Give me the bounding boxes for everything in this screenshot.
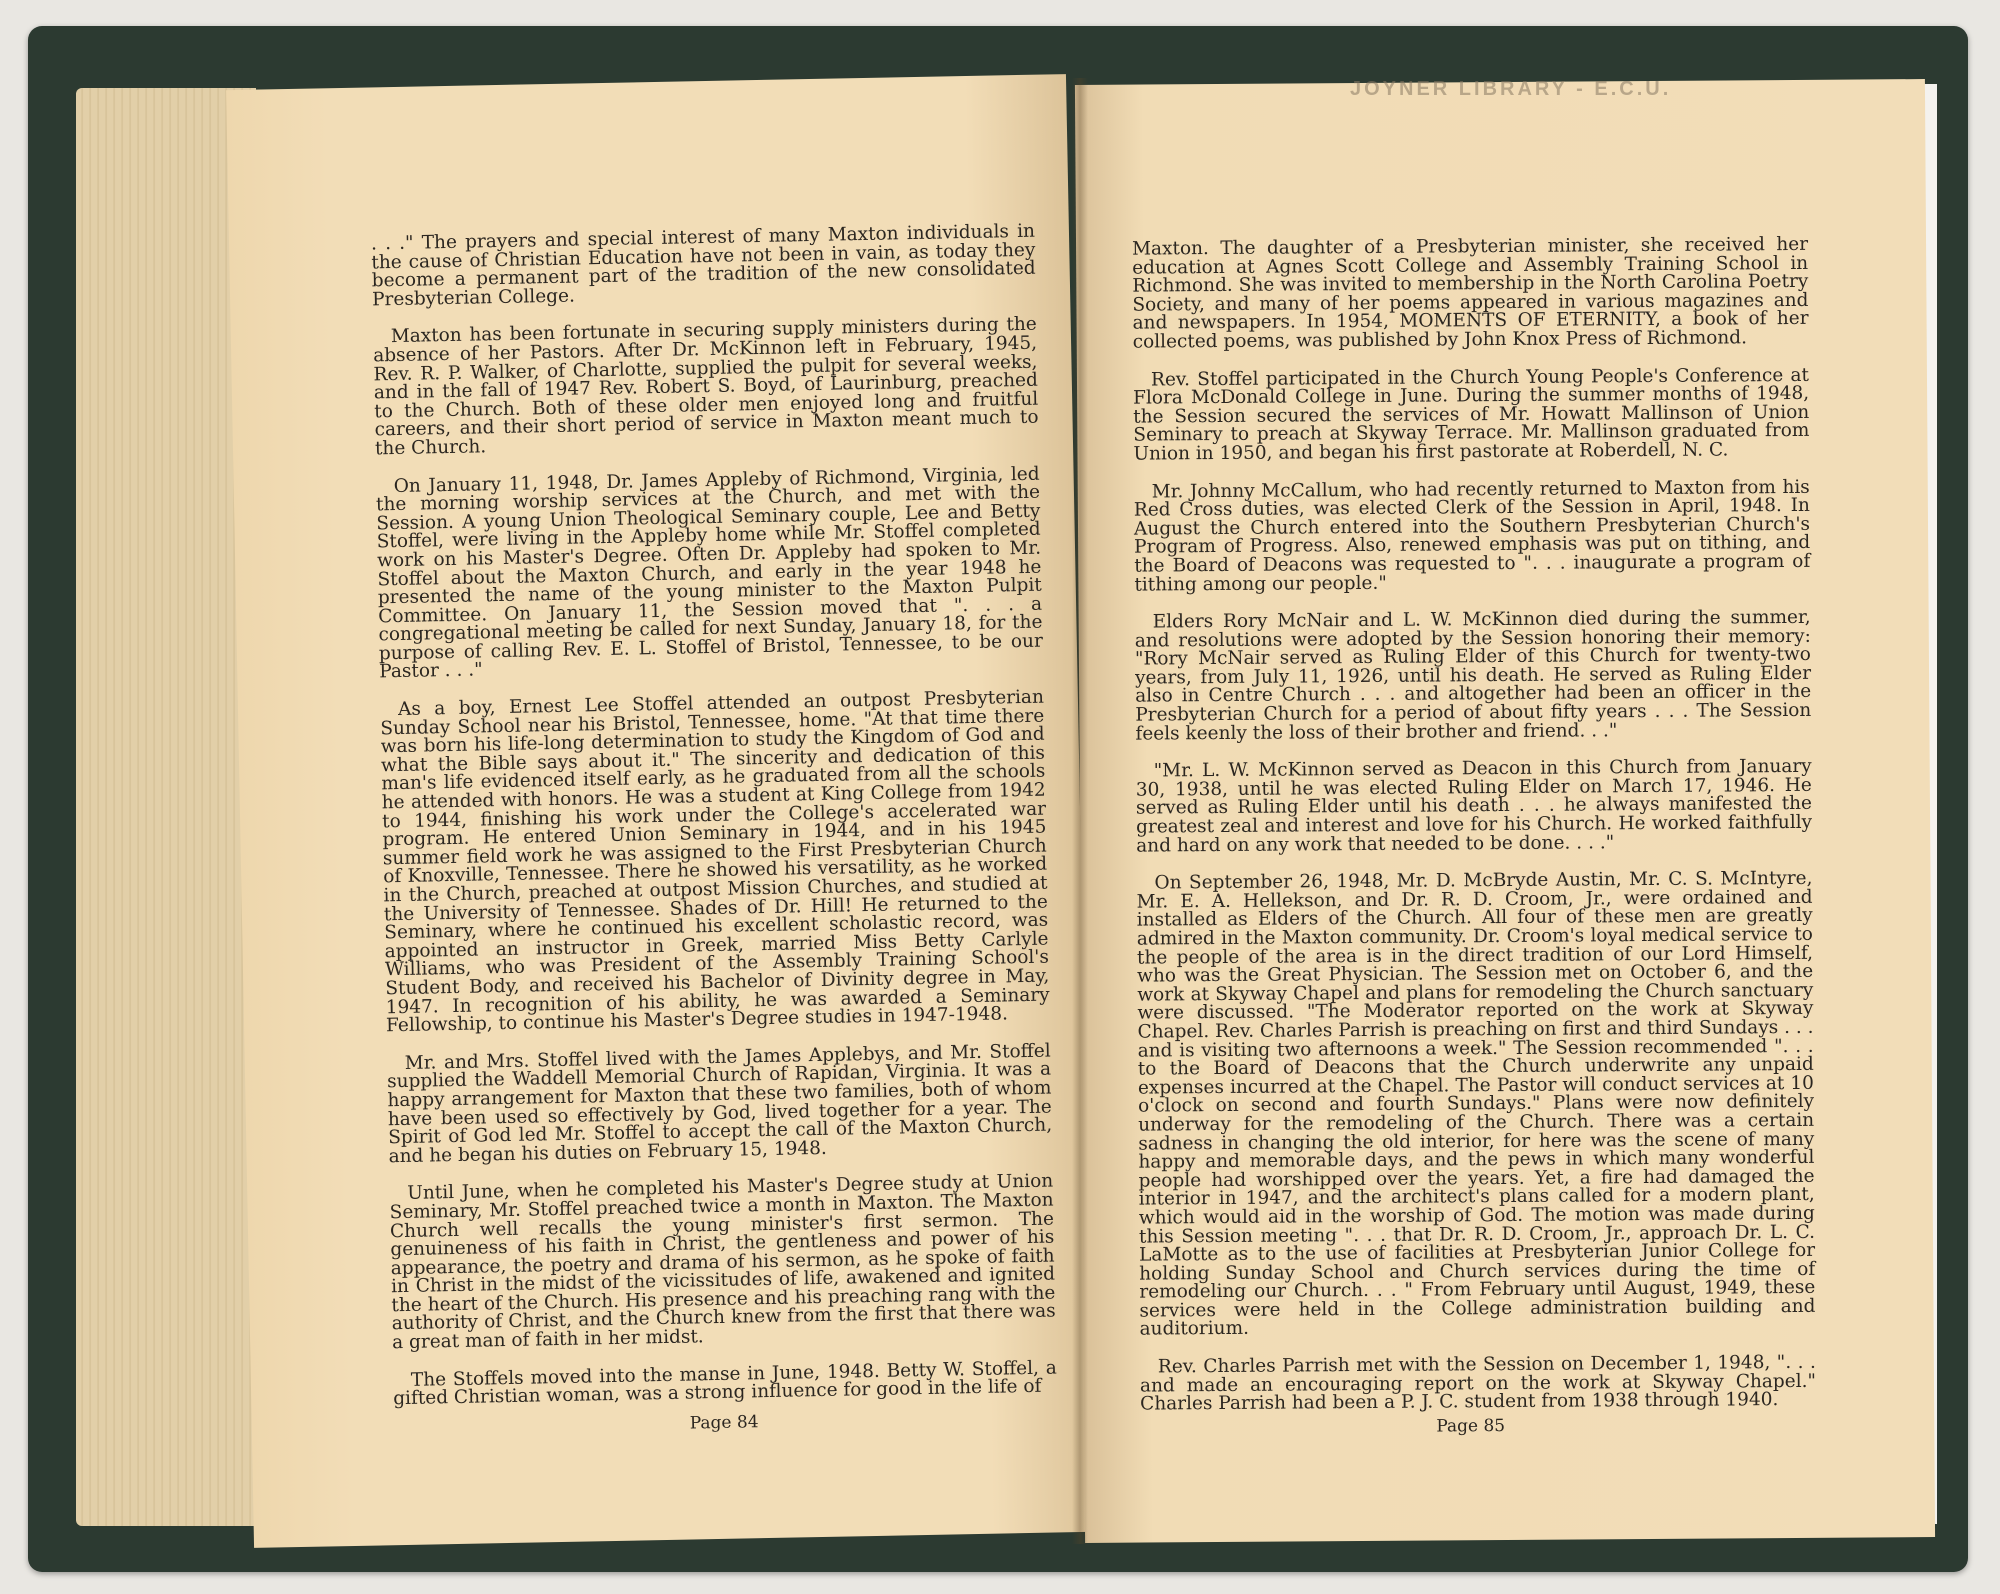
paragraph: Mr. and Mrs. Stoffel lived with the James Applebys, and Mr. Stoffel supplied the Waddell Memorial Church of Rapidan, Virginia. It was a happy arrangement for Maxton that these two families, both of whom have been used so effectively by God, lived together for a year. The Spirit of God led Mr. Stoffel to accept the call of the Maxton Church, and he began his duties on February 15, 1948. [386, 1040, 1053, 1167]
paragraph: The Stoffels moved into the manse in June, 1948. Betty W. Stoffel, a gifted Christian woman, was a strong influence for good in the life of [393, 1357, 1057, 1410]
paragraph: Mr. Johnny McCallum, who had recently returned to Maxton from his Red Cross duties, was elected Clerk of the Session in April, 1948. In August the Church entered into the Southern Presbyterian Church's Program of Progress. Also, renewed emphasis was put on tithing, and the Board of Deacons was requested to ". . . inaugurate a program of tithing among our people." [1133, 476, 1811, 596]
right-page-text [1131, 233, 1817, 1437]
paragraph: "Mr. L. W. McKinnon served as Deacon in this Church from January 30, 1938, until he was elected Ruling Elder on March 17, 1946. He served as Ruling Elder until his death . . . he always manifested the greatest zeal and interest and love for his Church. He worked faithfully and hard on any work that needed to be done. . . ." [1135, 756, 1813, 857]
left-page-text [370, 220, 1058, 1428]
paragraph: . . ." The prayers and special interest of many Maxton individuals in the cause of Christian Education have not been in vain, as today they become a permanent part of the tradition of the new consolidated Presbyterian College. [370, 220, 1036, 311]
paragraph: Maxton. The daughter of a Presbyterian minister, she received her education at Agnes Scott College and Assembly Training School in Richmond. She was invited to membership in the North Carolina Poetry Society, and many of her poems appeared in various magazines and and newspapers. In 1954, MOMENTS OF ETERNITY, a book of her collected poems, was published by John Knox Press of Richmond. [1131, 233, 1809, 353]
paragraph: On January 11, 1948, Dr. James Appleby of Richmond, Virginia, led the morning worship services at the Church, and met with the Session. A young Union Theological Seminary couple, Lee and Betty Stoffel, were living in the Appleby home while Mr. Stoffel completed work on his Master's Degree. Often Dr. Appleby had spoken to Mr. Stoffel about the Maxton Church, and early in the year 1948 he presented the name of the young minister to the Maxton Pulpit Committee. On January 11, the Session moved that ". . . a congregational meeting be called for next Sunday, January 18, for the purpose of calling Rev. E. L. Stoffel of Bristol, Tennessee, to be our Pastor . . ." [375, 463, 1044, 683]
paragraph: Rev. Charles Parrish met with the Session on December 1, 1948, ". . . and made an encouraging report on the work at Skyway Chapel." Charles Parrish had been a P. J. C. student from 1938 through 1940. [1139, 1351, 1817, 1415]
paragraph: Until June, when he completed his Master's Degree study at Union Seminary, Mr. Stoffel preached twice a month in Maxton. The Maxton Church well recalls the young minister's first sermon. The genuineness of his faith in Christ, the gentleness and power of his appearance, the poetry and drama of his sermon, as he spoke of faith in Christ in the midst of the vicissitudes of life, awakened and ignited the heart of the Church. His presence and his preaching rang with the authority of Christ, and the Church knew from the first that there was a great man of faith in her midst. [389, 1170, 1056, 1354]
left-page [226, 74, 1094, 1548]
page-number-left: Page 84 [689, 1412, 759, 1434]
right-page [1075, 79, 1935, 1543]
paragraph: On September 26, 1948, Mr. D. McBryde Austin, Mr. C. S. McIntyre, Mr. E. A. Hellekson, and Dr. R. D. Croom, Jr., were ordained and installed as Elders of the Church. All four of these men are greatly admired in the Maxton community. Dr. Croom's loyal medical service to the people of the area is in the direct tradition of our Lord Himself, who was the Great Physician. The Session met on October 6, and the work at Skyway Chapel and plans for remodeling the Church sanctuary were discussed. "The Moderator reported on the work at Skyway Chapel. Rev. Charles Parrish is preaching on first and third Sundays . . . and is visiting two afternoons a week." The Session recommended ". . . to the Board of Deacons that the Church underwrite any unpaid expenses incurred at the Chapel. The Pastor will conduct services at 10 o'clock on second and fourth Sundays." Plans were now definitely underway for the remodeling of the Church. There was a certain sadness in changing the old interior, for here was the scene of many happy and memorable days, and the pews in which many wonderful people had worshipped over the years. Yet, a fire had damaged the interior in 1947, and the architect's plans called for a modern plant, which would aid in the worship of God. The motion was made during this Session meeting ". . . that Dr. R. D. Croom, Jr., approach Dr. L. C. LaMotte as to the use of facilities at Presbyterian Junior College for holding Sunday School and Church services during the time of remodeling our Church. . . " From February until August, 1949, these services were held in the College administration building and auditorium. [1136, 868, 1816, 1341]
paragraph: As a boy, Ernest Lee Stoffel attended an outpost Presbyterian Sunday School near his Bristol, Tennessee, home. "At that time there was born his life-long determination to study the Kingdom of God and what the Bible says about it." The sincerity and dedication of this man's life evidenced itself early, as he graduated from all the schools he attended with honors. He was a student at King College from 1942 to 1944, finishing his work under the College's accelerated war program. He entered Union Seminary in 1944, and in his 1945 summer field work he was assigned to the First Presbyterian Church of Knoxville, Tennessee. There he showed his versatility, as he worked in the Church, preached at outpost Mission Churches, and studied at the University of Tennessee. Shades of Dr. Hill! He returned to the Seminary, where he continued his excellent scholastic record, was appointed an instructor in Greek, married Miss Betty Carlyle Williams, who was President of the Assembly Training School's Student Body, and received his Bachelor of Divinity degree in May, 1947. In recognition of his ability, he was awarded a Seminary Fellowship, to continue his Master's Degree studies in 1947-1948. [380, 686, 1050, 1037]
paragraph: Maxton has been fortunate in securing supply ministers during the absence of her Pastors. After Dr. McKinnon left in February, 1945, Rev. R. P. Walker, of Charlotte, supplied the pulpit for several weeks, and in the fall of 1947 Rev. Robert S. Boyd, of Laurinburg, preached to the Church. Both of these older men enjoyed long and fruitful careers, and their short period of service in Maxton meant much to the Church. [373, 314, 1039, 460]
paragraph: Rev. Stoffel participated in the Church Young People's Conference at Flora McDonald College in June. During the summer months of 1948, the Session secured the services of Mr. Howatt Mallinson of Union Seminary to preach at Skyway Terrace. Mr. Mallinson graduated from Union in 1950, and began his first pastorate at Roberdell, N. C. [1133, 364, 1810, 465]
page-number-right: Page 85 [1436, 1416, 1506, 1437]
paragraph: Elders Rory McNair and L. W. McKinnon died during the summer, and resolutions were adopted by the Session honoring their memory: "Rory McNair served as Ruling Elder of this Church for twenty-two years, from July 11, 1926, until his death. He served as Ruling Elder also in Centre Church . . . and altogether had been an officer in the Presbyterian Church for a period of about fifty years . . . The Session feels keenly the loss of their brother and friend. . ." [1134, 606, 1812, 745]
book-gutter [1072, 78, 1088, 1544]
page-stack-edge [76, 88, 256, 1526]
library-stamp: JOYNER LIBRARY - E.C.U. [1350, 78, 1672, 100]
